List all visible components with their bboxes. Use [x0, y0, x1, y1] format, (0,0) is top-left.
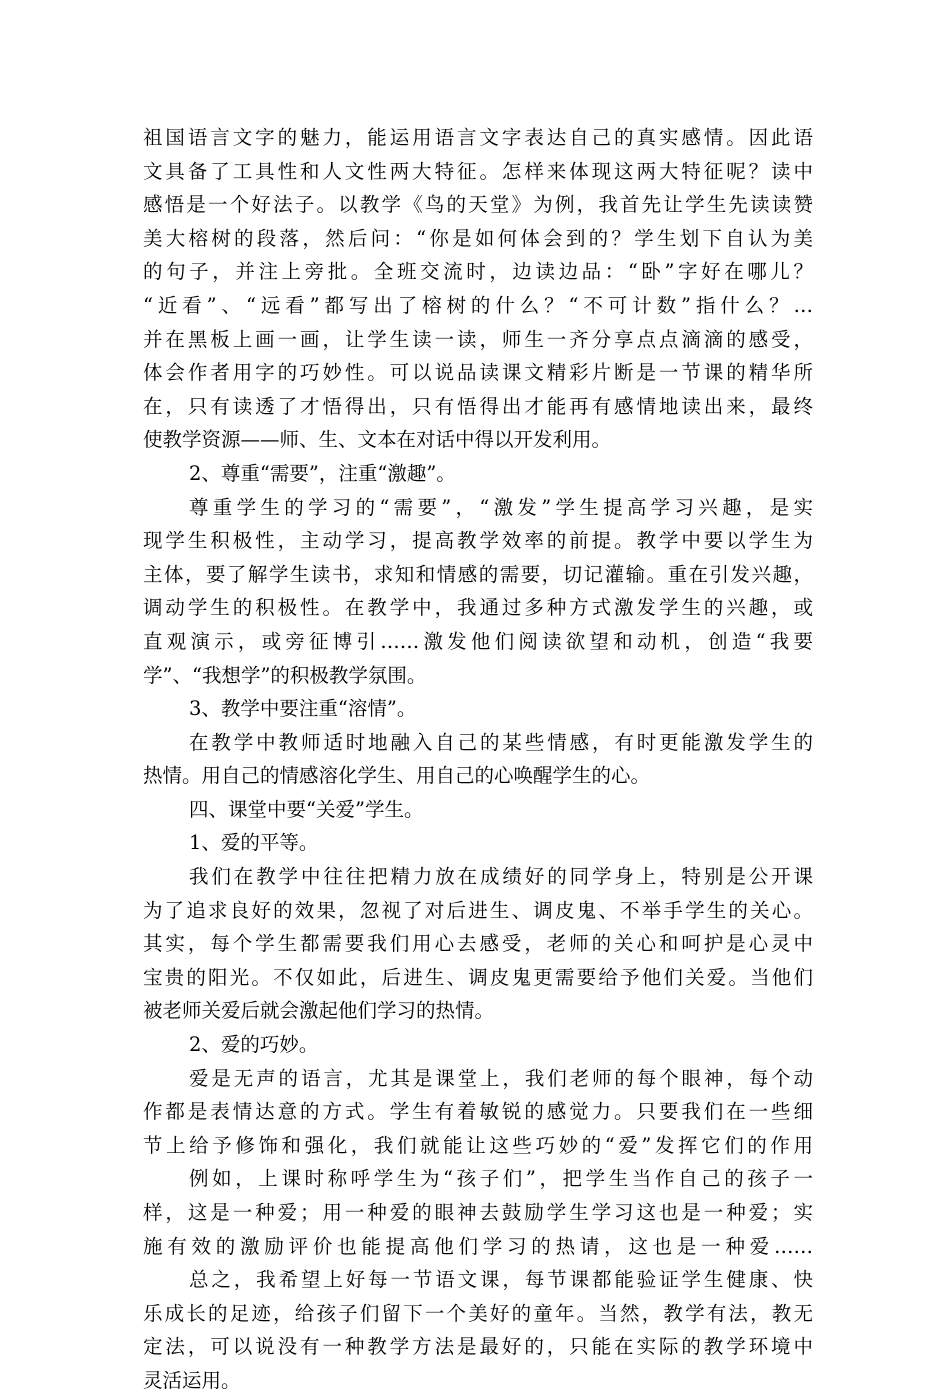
text-line: 总之，我希望上好每一节语文课，每节课都能验证学生健康、快 [189, 1268, 813, 1292]
section-heading: 1、爱的平等。 [189, 831, 319, 855]
text-line: 灵活运用。 [143, 1368, 241, 1392]
text-line: 定法，可以说没有一种教学方法是最好的，只能在实际的教学环境中 [143, 1335, 813, 1359]
text-line: 被老师关爱后就会激起他们学习的热情。 [143, 999, 495, 1023]
text-line: 现学生积极性，主动学习，提高教学效率的前提。教学中要以学生为 [143, 529, 813, 553]
text-line: 节上给予修饰和强化，我们就能让这些巧妙的“爱”发挥它们的作用 [143, 1133, 813, 1157]
text-line: 宝贵的阳光。不仅如此，后进生、调皮鬼更需要给予他们关爱。当他们 [143, 965, 813, 989]
text-line: 为了追求良好的效果，忽视了对后进生、调皮鬼、不举手学生的关心。 [143, 898, 813, 922]
text-line: 热情。用自己的情感溶化学生、用自己的心唤醒学生的心。 [143, 764, 651, 788]
text-line: 我们在教学中往往把精力放在成绩好的同学身上，特别是公开课 [189, 865, 813, 889]
text-line: 直观演示，或旁征博引……激发他们阅读欲望和动机，创造“我要 [143, 629, 813, 653]
text-line: 主体，要了解学生读书，求知和情感的需要，切记灌输。重在引发兴趣， [143, 562, 813, 586]
section-heading: 2、尊重“需要”，注重“激趣”。 [189, 461, 456, 485]
text-line: 在，只有读透了才悟得出，只有悟得出才能再有感情地读出来，最终 [143, 394, 813, 418]
text-line: 并在黑板上画一画，让学生读一读，师生一齐分享点点滴滴的感受， [143, 327, 813, 351]
text-line: 尊重学生的学习的“需要”，“激发”学生提高学习兴趣，是实 [189, 495, 813, 519]
text-line: 美大榕树的段落，然后问：“你是如何体会到的？学生划下自认为美 [143, 226, 813, 250]
text-line: “近看”、“远看”都写出了榕树的什么？“不可计数”指什么？… [143, 293, 813, 317]
text-line: 文具备了工具性和人文性两大特征。怎样来体现这两大特征呢？读中 [143, 159, 813, 183]
text-line: 施有效的激励评价也能提高他们学习的热请，这也是一种爱…… [143, 1234, 813, 1258]
text-line: 体会作者用字的巧妙性。可以说品读课文精彩片断是一节课的精华所 [143, 361, 813, 385]
text-line: 调动学生的积极性。在教学中，我通过多种方式激发学生的兴趣，或 [143, 596, 813, 620]
text-line: 祖国语言文字的魅力，能运用语言文字表达自己的真实感情。因此语 [143, 126, 813, 149]
text-line: 感悟是一个好法子。以教学《鸟的天堂》为例，我首先让学生先读读赞 [143, 193, 813, 217]
text-line: 例如，上课时称呼学生为“孩子们”，把学生当作自己的孩子一 [189, 1167, 813, 1191]
text-line: 作都是表情达意的方式。学生有着敏锐的感觉力。只要我们在一些细 [143, 1100, 813, 1124]
text-line: 使教学资源——师、生、文本在对话中得以开发利用。 [143, 428, 612, 452]
document-body [143, 121, 813, 1398]
text-line: 乐成长的足迹，给孩子们留下一个美好的童年。当然，教学有法，教无 [143, 1301, 813, 1325]
section-heading: 3、教学中要注重“溶情”。 [189, 697, 417, 721]
section-heading: 2、爱的巧妙。 [189, 1033, 319, 1057]
text-line: 学”、“我想学”的积极教学氛围。 [143, 663, 427, 687]
section-heading: 四、课堂中要“关爱”学生。 [189, 797, 424, 821]
text-line: 在教学中教师适时地融入自己的某些情感，有时更能激发学生的 [189, 730, 813, 754]
text-line: 样，这是一种爱；用一种爱的眼神去鼓励学生学习这也是一种爱；实 [143, 1201, 813, 1224]
text-line: 爱是无声的语言，尤其是课堂上，我们老师的每个眼神，每个动 [189, 1066, 813, 1090]
text-line: 的句子，并注上旁批。全班交流时，边读边品：“卧”字好在哪儿？ [143, 260, 813, 284]
text-line: 其实，每个学生都需要我们用心去感受，老师的关心和呵护是心灵中 [143, 932, 813, 956]
